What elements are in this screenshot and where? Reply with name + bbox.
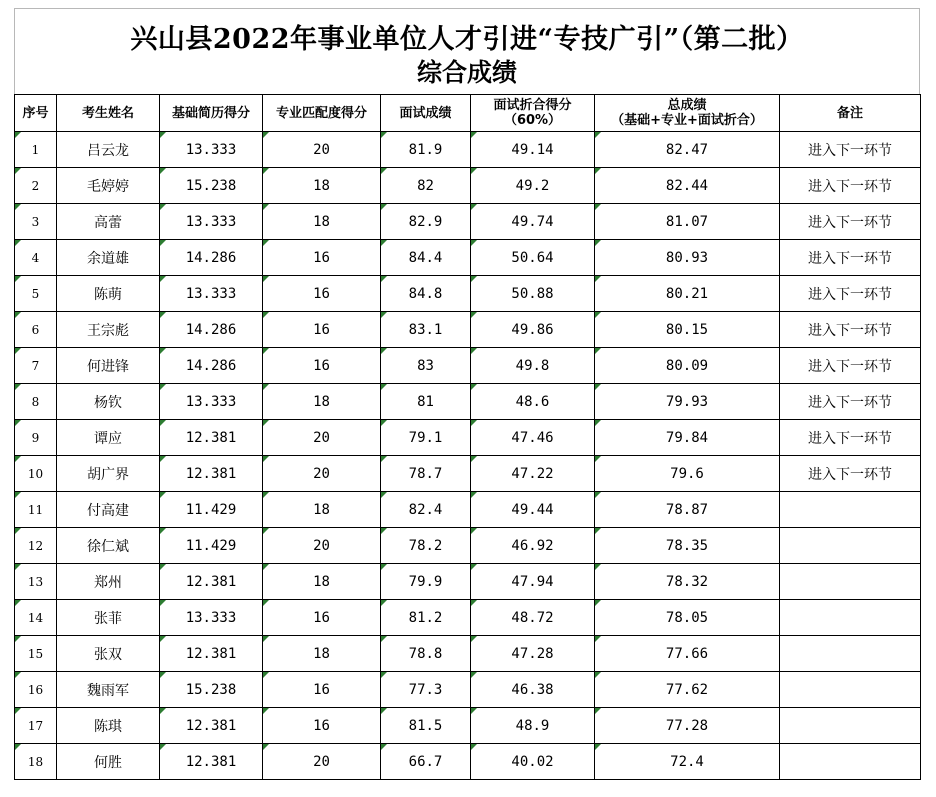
cell-remark: 进入下一环节 — [780, 456, 921, 492]
cell-basic-score: 12.381 — [160, 708, 263, 744]
cell-interview-weighted: 46.92 — [471, 528, 595, 564]
cell-interview-weighted: 47.94 — [471, 564, 595, 600]
score-table — [14, 94, 921, 780]
cell-seq: 17 — [15, 708, 57, 744]
cell-match-score: 16 — [263, 348, 381, 384]
cell-interview-score: 78.2 — [381, 528, 471, 564]
cell-name: 郑州 — [57, 564, 160, 600]
cell-interview-score: 82.4 — [381, 492, 471, 528]
cell-total: 82.47 — [595, 132, 780, 168]
cell-seq: 9 — [15, 420, 57, 456]
header-total — [595, 95, 780, 132]
cell-interview-weighted: 49.2 — [471, 168, 595, 204]
cell-seq: 18 — [15, 744, 57, 780]
header-interview-weighted-line2: （60%） — [503, 113, 562, 128]
cell-name: 徐仁斌 — [57, 528, 160, 564]
cell-name: 张菲 — [57, 600, 160, 636]
cell-match-score: 16 — [263, 708, 381, 744]
cell-basic-score: 12.381 — [160, 744, 263, 780]
cell-basic-score: 14.286 — [160, 348, 263, 384]
cell-remark: 进入下一环节 — [780, 312, 921, 348]
cell-total: 78.32 — [595, 564, 780, 600]
cell-match-score: 18 — [263, 384, 381, 420]
header-interview-weighted — [471, 95, 595, 132]
cell-name: 魏雨军 — [57, 672, 160, 708]
header-interview-score: 面试成绩 — [381, 95, 471, 132]
cell-interview-score: 81 — [381, 384, 471, 420]
cell-basic-score: 13.333 — [160, 600, 263, 636]
cell-remark: 进入下一环节 — [780, 168, 921, 204]
table-row — [15, 168, 921, 204]
cell-interview-weighted: 49.86 — [471, 312, 595, 348]
score-sheet — [14, 8, 920, 780]
cell-remark — [780, 672, 921, 708]
cell-interview-weighted: 49.14 — [471, 132, 595, 168]
cell-match-score: 18 — [263, 492, 381, 528]
cell-basic-score: 15.238 — [160, 168, 263, 204]
cell-seq: 11 — [15, 492, 57, 528]
title-block — [14, 8, 920, 94]
cell-total: 80.21 — [595, 276, 780, 312]
cell-interview-score: 66.7 — [381, 744, 471, 780]
cell-name: 杨钦 — [57, 384, 160, 420]
cell-remark: 进入下一环节 — [780, 240, 921, 276]
cell-match-score: 20 — [263, 528, 381, 564]
cell-basic-score: 11.429 — [160, 528, 263, 564]
header-remark: 备注 — [780, 95, 921, 132]
cell-interview-weighted: 48.6 — [471, 384, 595, 420]
table-body — [15, 132, 921, 780]
cell-interview-score: 81.2 — [381, 600, 471, 636]
cell-name: 高蕾 — [57, 204, 160, 240]
cell-basic-score: 13.333 — [160, 204, 263, 240]
cell-interview-score: 83 — [381, 348, 471, 384]
cell-remark: 进入下一环节 — [780, 204, 921, 240]
table-row — [15, 744, 921, 780]
cell-interview-score: 77.3 — [381, 672, 471, 708]
cell-seq: 10 — [15, 456, 57, 492]
cell-seq: 1 — [15, 132, 57, 168]
cell-total: 78.05 — [595, 600, 780, 636]
cell-interview-weighted: 47.46 — [471, 420, 595, 456]
page-title: 兴山县2022年事业单位人才引进“专技广引”（第二批） — [130, 24, 804, 55]
header-total-line1: 总成绩 — [667, 98, 707, 113]
cell-basic-score: 14.286 — [160, 312, 263, 348]
cell-name: 毛婷婷 — [57, 168, 160, 204]
cell-seq: 7 — [15, 348, 57, 384]
cell-match-score: 16 — [263, 276, 381, 312]
cell-interview-weighted: 47.22 — [471, 456, 595, 492]
page-subtitle: 综合成绩 — [416, 58, 517, 87]
cell-seq: 2 — [15, 168, 57, 204]
cell-basic-score: 13.333 — [160, 276, 263, 312]
cell-interview-score: 78.7 — [381, 456, 471, 492]
cell-remark — [780, 708, 921, 744]
cell-name: 胡广界 — [57, 456, 160, 492]
cell-interview-weighted: 50.64 — [471, 240, 595, 276]
cell-total: 79.84 — [595, 420, 780, 456]
table-row — [15, 600, 921, 636]
cell-total: 80.09 — [595, 348, 780, 384]
header-interview-weighted-line1: 面试折合得分 — [493, 98, 572, 113]
cell-remark — [780, 744, 921, 780]
cell-basic-score: 12.381 — [160, 456, 263, 492]
cell-total: 77.62 — [595, 672, 780, 708]
cell-total: 80.93 — [595, 240, 780, 276]
cell-seq: 14 — [15, 600, 57, 636]
cell-total: 72.4 — [595, 744, 780, 780]
cell-remark: 进入下一环节 — [780, 276, 921, 312]
table-row — [15, 708, 921, 744]
cell-basic-score: 12.381 — [160, 564, 263, 600]
table-row — [15, 132, 921, 168]
header-basic-score: 基础简历得分 — [160, 95, 263, 132]
cell-name: 吕云龙 — [57, 132, 160, 168]
cell-seq: 4 — [15, 240, 57, 276]
cell-remark — [780, 492, 921, 528]
cell-total: 82.44 — [595, 168, 780, 204]
cell-remark — [780, 600, 921, 636]
cell-seq: 16 — [15, 672, 57, 708]
cell-seq: 13 — [15, 564, 57, 600]
cell-basic-score: 14.286 — [160, 240, 263, 276]
cell-name: 余道雄 — [57, 240, 160, 276]
cell-total: 79.93 — [595, 384, 780, 420]
cell-basic-score: 15.238 — [160, 672, 263, 708]
cell-basic-score: 12.381 — [160, 636, 263, 672]
cell-match-score: 16 — [263, 312, 381, 348]
cell-match-score: 18 — [263, 636, 381, 672]
cell-interview-weighted: 46.38 — [471, 672, 595, 708]
table-row — [15, 492, 921, 528]
table-row — [15, 384, 921, 420]
header-name: 考生姓名 — [57, 95, 160, 132]
cell-name: 陈琪 — [57, 708, 160, 744]
table-row — [15, 528, 921, 564]
table-row — [15, 240, 921, 276]
cell-interview-weighted: 40.02 — [471, 744, 595, 780]
table-row — [15, 420, 921, 456]
cell-interview-weighted: 48.9 — [471, 708, 595, 744]
cell-match-score: 20 — [263, 420, 381, 456]
cell-match-score: 18 — [263, 204, 381, 240]
cell-name: 张双 — [57, 636, 160, 672]
header-match-score: 专业匹配度得分 — [263, 95, 381, 132]
table-row — [15, 672, 921, 708]
table-row — [15, 276, 921, 312]
table-row — [15, 204, 921, 240]
cell-seq: 3 — [15, 204, 57, 240]
cell-remark — [780, 528, 921, 564]
cell-interview-weighted: 49.74 — [471, 204, 595, 240]
cell-interview-weighted: 49.8 — [471, 348, 595, 384]
cell-interview-score: 78.8 — [381, 636, 471, 672]
cell-seq: 5 — [15, 276, 57, 312]
cell-interview-score: 82.9 — [381, 204, 471, 240]
table-row — [15, 312, 921, 348]
cell-total: 77.28 — [595, 708, 780, 744]
table-row — [15, 636, 921, 672]
cell-total: 81.07 — [595, 204, 780, 240]
cell-match-score: 16 — [263, 600, 381, 636]
cell-basic-score: 13.333 — [160, 132, 263, 168]
cell-remark: 进入下一环节 — [780, 420, 921, 456]
cell-seq: 6 — [15, 312, 57, 348]
cell-interview-weighted: 47.28 — [471, 636, 595, 672]
cell-match-score: 20 — [263, 132, 381, 168]
cell-interview-score: 84.8 — [381, 276, 471, 312]
cell-match-score: 18 — [263, 168, 381, 204]
cell-interview-score: 82 — [381, 168, 471, 204]
cell-remark: 进入下一环节 — [780, 348, 921, 384]
cell-remark: 进入下一环节 — [780, 132, 921, 168]
cell-name: 付高建 — [57, 492, 160, 528]
cell-basic-score: 13.333 — [160, 384, 263, 420]
cell-remark: 进入下一环节 — [780, 384, 921, 420]
cell-match-score: 16 — [263, 672, 381, 708]
cell-match-score: 20 — [263, 744, 381, 780]
cell-interview-score: 79.1 — [381, 420, 471, 456]
cell-seq: 8 — [15, 384, 57, 420]
cell-basic-score: 12.381 — [160, 420, 263, 456]
header-total-line2: （基础+专业+面试折合） — [611, 113, 763, 128]
cell-total: 80.15 — [595, 312, 780, 348]
cell-name: 何进锋 — [57, 348, 160, 384]
cell-total: 77.66 — [595, 636, 780, 672]
cell-name: 何胜 — [57, 744, 160, 780]
header-seq: 序号 — [15, 95, 57, 132]
cell-remark — [780, 564, 921, 600]
cell-total: 79.6 — [595, 456, 780, 492]
cell-total: 78.87 — [595, 492, 780, 528]
cell-interview-score: 84.4 — [381, 240, 471, 276]
cell-basic-score: 11.429 — [160, 492, 263, 528]
cell-interview-score: 79.9 — [381, 564, 471, 600]
cell-seq: 12 — [15, 528, 57, 564]
cell-match-score: 20 — [263, 456, 381, 492]
cell-name: 王宗彪 — [57, 312, 160, 348]
cell-interview-weighted: 50.88 — [471, 276, 595, 312]
cell-seq: 15 — [15, 636, 57, 672]
table-row — [15, 348, 921, 384]
cell-remark — [780, 636, 921, 672]
cell-total: 78.35 — [595, 528, 780, 564]
cell-interview-weighted: 48.72 — [471, 600, 595, 636]
table-row — [15, 456, 921, 492]
cell-interview-score: 81.5 — [381, 708, 471, 744]
cell-match-score: 16 — [263, 240, 381, 276]
cell-match-score: 18 — [263, 564, 381, 600]
cell-interview-weighted: 49.44 — [471, 492, 595, 528]
cell-name: 谭应 — [57, 420, 160, 456]
cell-interview-score: 83.1 — [381, 312, 471, 348]
cell-interview-score: 81.9 — [381, 132, 471, 168]
table-row — [15, 564, 921, 600]
table-header-row — [15, 95, 921, 132]
cell-name: 陈萌 — [57, 276, 160, 312]
